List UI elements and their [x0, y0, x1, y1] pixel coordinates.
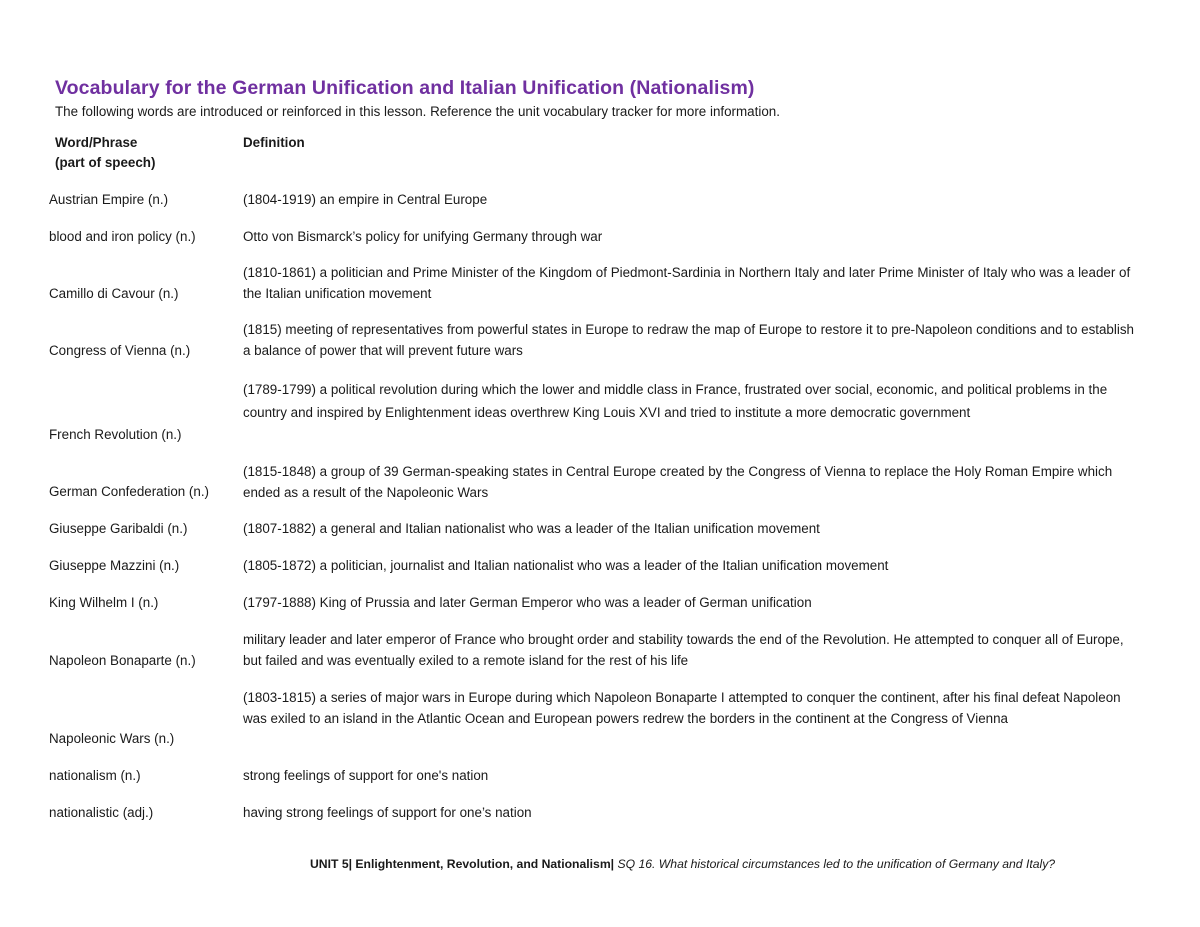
footer-unit-label: UNIT 5| Enlightenment, Revolution, and Nationalism| [310, 857, 615, 871]
intro-text: The following words are introduced or reinforced in this lesson. Reference the unit vocabulary tracker for more information. [55, 104, 780, 119]
footer-study-question: SQ 16. What historical circumstances led to the unification of Germany and Italy? [614, 857, 1056, 871]
term-column-header [55, 133, 155, 173]
definition-cell: having strong feelings of support for one’s nation [243, 805, 532, 820]
term-cell: Congress of Vienna (n.) [49, 343, 191, 358]
definition-cell: (1807-1882) a general and Italian nationalist who was a leader of the Italian unification movement [243, 521, 820, 536]
term-cell: Austrian Empire (n.) [49, 192, 169, 207]
term-cell: Giuseppe Garibaldi (n.) [49, 521, 188, 536]
definition-cell: (1804-1919) an empire in Central Europe [243, 192, 488, 207]
term-cell: French Revolution (n.) [49, 427, 182, 442]
definition-cell: (1789-1799) a political revolution during which the lower and middle class in France, frustrated over social, economic, and political problems in the country and inspired by Enlightenment ideas overthrew King Louis XVI and tried to institute a more democratic government [243, 382, 1108, 420]
definition-cell: (1797-1888) King of Prussia and later German Emperor who was a leader of German unification [243, 595, 812, 610]
term-cell: German Confederation (n.) [49, 484, 210, 499]
term-cell: King Wilhelm I (n.) [49, 595, 159, 610]
definition-cell: strong feelings of support for one's nation [243, 768, 489, 783]
term-cell: Napoleonic Wars (n.) [49, 731, 175, 746]
page-title: Vocabulary for the German Unification and Italian Unification (Nationalism) [55, 77, 755, 99]
term-header-label: Word/Phrase [55, 135, 138, 150]
definition-cell: (1815-1848) a group of 39 German-speaking states in Central Europe created by the Congress of Vienna to replace the Holy Roman Empire which ended as a result of the Napoleonic Wars [243, 464, 1113, 500]
term-cell: blood and iron policy (n.) [49, 229, 196, 244]
definition-cell: (1815) meeting of representatives from powerful states in Europe to redraw the map of Europe to restore it to pre-Napoleon conditions and to establish a balance of power that will prevent future wars [243, 322, 1134, 358]
term-cell: nationalism (n.) [49, 768, 141, 783]
definition-cell: (1810-1861) a politician and Prime Minister of the Kingdom of Piedmont-Sardinia in Northern Italy and later Prime Minister of Italy who was a leader of the Italian unification movement [243, 265, 1131, 301]
term-cell: Giuseppe Mazzini (n.) [49, 558, 180, 573]
definition-column-header: Definition [243, 135, 305, 150]
definition-cell: military leader and later emperor of France who brought order and stability towards the end of the Revolution. He attempted to conquer all of Europe, but failed and was eventually exiled to a remote island for the rest of his life [243, 632, 1124, 668]
term-cell: Napoleon Bonaparte (n.) [49, 653, 196, 668]
term-cell: nationalistic (adj.) [49, 805, 154, 820]
definition-cell: Otto von Bismarck’s policy for unifying Germany through war [243, 229, 603, 244]
definition-cell: (1805-1872) a politician, journalist and Italian nationalist who was a leader of the Italian unification movement [243, 558, 889, 573]
term-cell: Camillo di Cavour (n.) [49, 286, 179, 301]
part-of-speech-header-label: (part of speech) [55, 155, 156, 170]
definition-cell: (1803-1815) a series of major wars in Europe during which Napoleon Bonaparte I attempted to conquer the continent, after his final defeat Napoleon was exiled to an island in the Atlantic Ocean and European powers redrew the borders in the continent at the Congress of Vienna [243, 690, 1121, 726]
page-footer [310, 857, 1055, 871]
